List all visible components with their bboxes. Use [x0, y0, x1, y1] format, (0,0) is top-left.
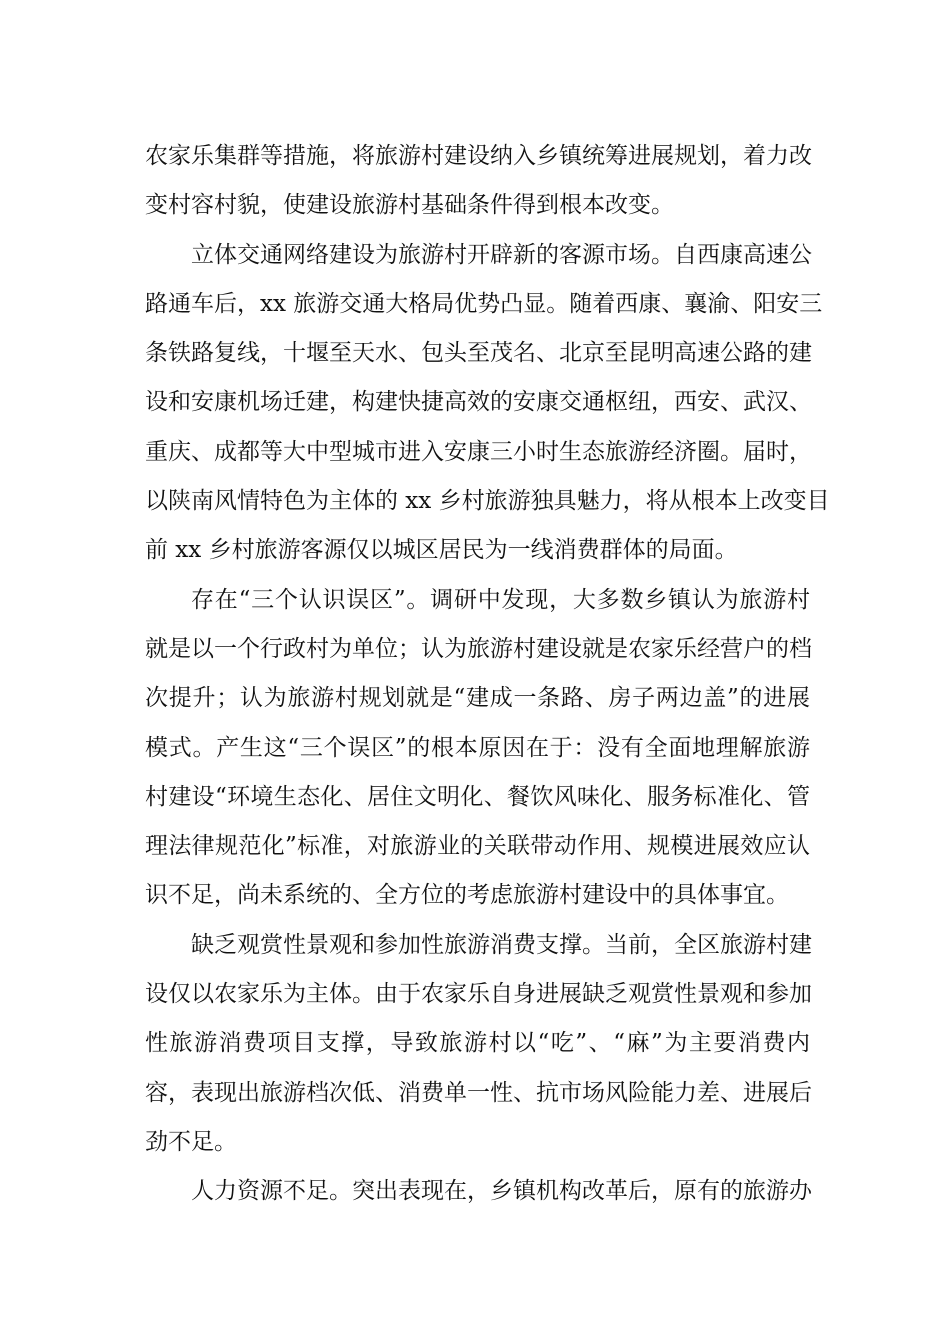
paragraph-first-line: 人力资源不足。突出表现在，乡镇机构改革后，原有的旅游办: [191, 1178, 812, 1205]
text-line: 识不足，尚未系统的、全方位的考虑旅游村建设中的具体事宜。: [145, 882, 789, 909]
text-line: 就是以一个行政村为单位；认为旅游村建设就是农家乐经营户的档: [145, 635, 812, 662]
text-line: 变村容村貌，使建设旅游村基础条件得到根本改变。: [145, 192, 674, 219]
paragraph-first-line: 缺乏观赏性景观和参加性旅游消费支撑。当前，全区旅游村建: [191, 931, 812, 958]
text-line: 路通车后，xx 旅游交通大格局优势凸显。随着西康、襄渝、阳安三: [145, 290, 823, 317]
text-line: 模式。产生这“三个误区”的根本原因在于：没有全面地理解旅游: [145, 734, 810, 761]
body-text: [145, 132, 830, 1217]
text-line: 劲不足。: [145, 1128, 237, 1155]
text-line: 农家乐集群等措施，将旅游村建设纳入乡镇统筹进展规划，着力改: [145, 143, 812, 169]
text-line: 设仅以农家乐为主体。由于农家乐自身进展缺乏观赏性景观和参加: [145, 981, 812, 1008]
text-line: 性旅游消费项目支撑，导致旅游村以“吃”、“麻”为主要消费内: [145, 1030, 810, 1057]
text-line: 以陕南风情特色为主体的 xx 乡村旅游独具魅力，将从根本上改变目: [145, 488, 830, 515]
text-line: 前 xx 乡村旅游客源仅以城区居民为一线消费群体的局面。: [145, 537, 738, 564]
text-line: 理法律规范化”标准，对旅游业的关联带动作用、规模进展效应认: [145, 833, 810, 860]
text-line: 条铁路复线，十堰至天水、包头至茂名、北京至昆明高速公路的建: [145, 340, 812, 367]
text-line: 容，表现出旅游档次低、消费单一性、抗市场风险能力差、进展后: [145, 1079, 812, 1106]
text-line: 次提升；认为旅游村规划就是“建成一条路、房子两边盖”的进展: [145, 685, 810, 712]
paragraph-first-line: 立体交通网络建设为旅游村开辟新的客源市场。自西康高速公: [191, 241, 812, 268]
paragraph-first-line: 存在“三个认识误区”。调研中发现，大多数乡镇认为旅游村: [191, 586, 810, 613]
text-line: 设和安康机场迁建，构建快捷高效的安康交通枢纽，西安、武汉、: [145, 389, 812, 416]
text-line: 重庆、成都等大中型城市进入安康三小时生态旅游经济圈。届时，: [145, 438, 812, 465]
text-line: 村建设“环境生态化、居住文明化、餐饮风味化、服务标准化、管: [145, 783, 810, 810]
